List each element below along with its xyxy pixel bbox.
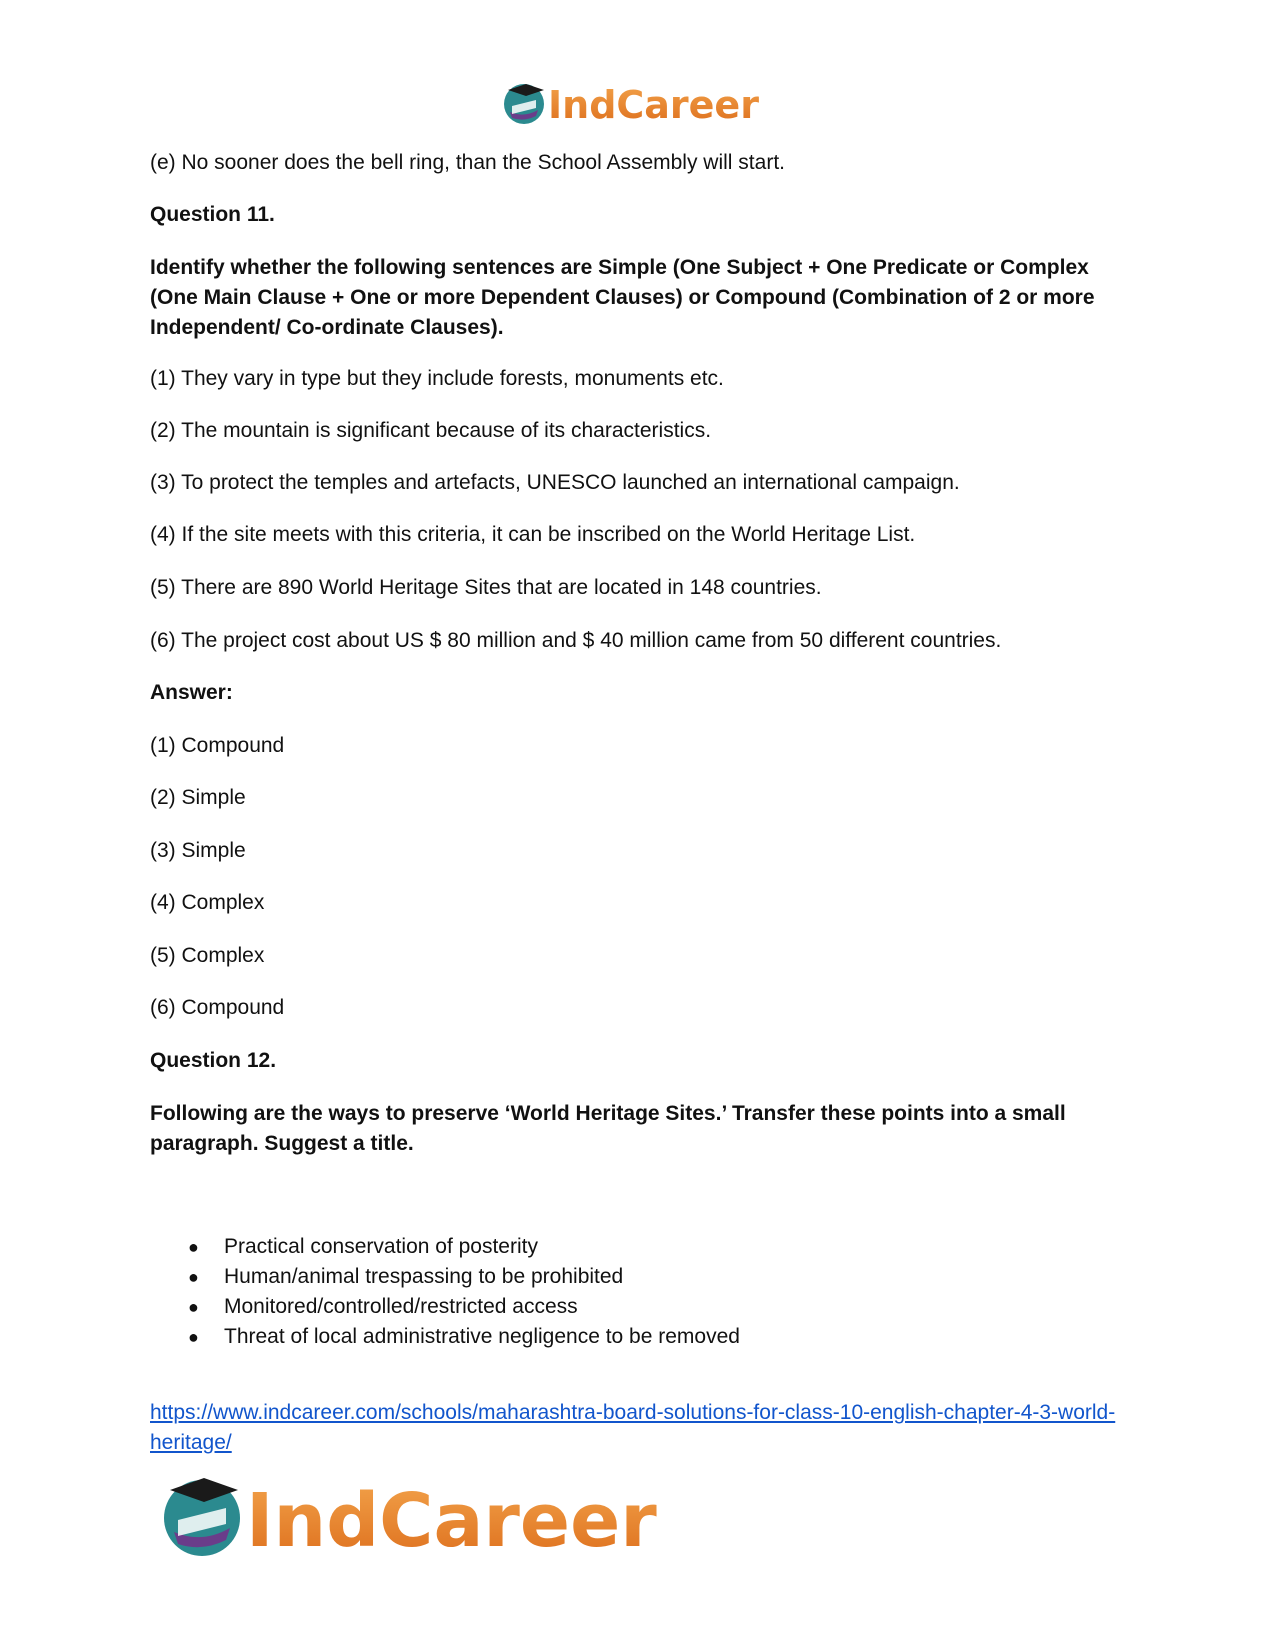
answer-2: (2) Simple	[150, 786, 246, 809]
sentence-1: (1) They vary in type but they include forests, monuments etc.	[150, 367, 724, 390]
bullet-icon: ●	[188, 1327, 199, 1347]
list-item-text: Monitored/controlled/restricted access	[224, 1295, 578, 1318]
graduation-globe-icon	[504, 84, 544, 124]
brand-wordmark: IndCareer	[548, 83, 759, 127]
answer-3: (3) Simple	[150, 839, 246, 862]
answer-4: (4) Complex	[150, 891, 265, 914]
bullet-icon: ●	[188, 1297, 199, 1317]
bullet-icon: ●	[188, 1237, 199, 1257]
list-item	[150, 1232, 1050, 1262]
question-11-prompt: Identify whether the following sentences are Simple (One Subject + One Predicate or Complex (One Main Clause + One or more Dependent Clauses) or Compound (Combination of 2 or more Independent/ Co-ordinate Clauses).	[150, 256, 1095, 339]
source-url-link[interactable]: https://www.indcareer.com/schools/maharashtra-board-solutions-for-class-10-english-chapter-4-3-world-heritage/	[150, 1401, 1116, 1454]
list-item-text: Human/animal trespassing to be prohibited	[224, 1265, 624, 1288]
list-item-text: Practical conservation of posterity	[224, 1235, 538, 1258]
sentence-3: (3) To protect the temples and artefacts, UNESCO launched an international campaign.	[150, 471, 960, 494]
brand-wordmark: IndCareer	[246, 1478, 657, 1562]
preservation-points-list	[150, 1232, 1050, 1352]
answer-6: (6) Compound	[150, 996, 285, 1019]
answer-line-e: (e) No sooner does the bell ring, than the School Assembly will start.	[150, 151, 785, 174]
sentence-5: (5) There are 890 World Heritage Sites that are located in 148 countries.	[150, 576, 822, 599]
list-item	[150, 1322, 1050, 1352]
question-12-label: Question 12.	[150, 1049, 277, 1072]
list-item	[150, 1292, 1050, 1322]
indcareer-logo-top	[500, 78, 770, 128]
indcareer-logo-bottom	[160, 1470, 700, 1562]
question-11-label: Question 11.	[150, 203, 275, 226]
sentence-6: (6) The project cost about US $ 80 million and $ 40 million came from 50 different countries.	[150, 629, 1002, 652]
answer-label: Answer:	[150, 681, 233, 704]
question-12-prompt: Following are the ways to preserve ‘World Heritage Sites.’ Transfer these points into a small paragraph. Suggest a title.	[150, 1102, 1066, 1155]
list-item	[150, 1262, 1050, 1292]
graduation-globe-icon	[164, 1478, 240, 1556]
answer-1: (1) Compound	[150, 734, 285, 757]
list-item-text: Threat of local administrative negligence to be removed	[224, 1325, 740, 1348]
answer-5: (5) Complex	[150, 944, 265, 967]
bullet-icon: ●	[188, 1267, 199, 1287]
sentence-2: (2) The mountain is significant because of its characteristics.	[150, 419, 712, 442]
sentence-4: (4) If the site meets with this criteria, it can be inscribed on the World Heritage List.	[150, 523, 916, 546]
